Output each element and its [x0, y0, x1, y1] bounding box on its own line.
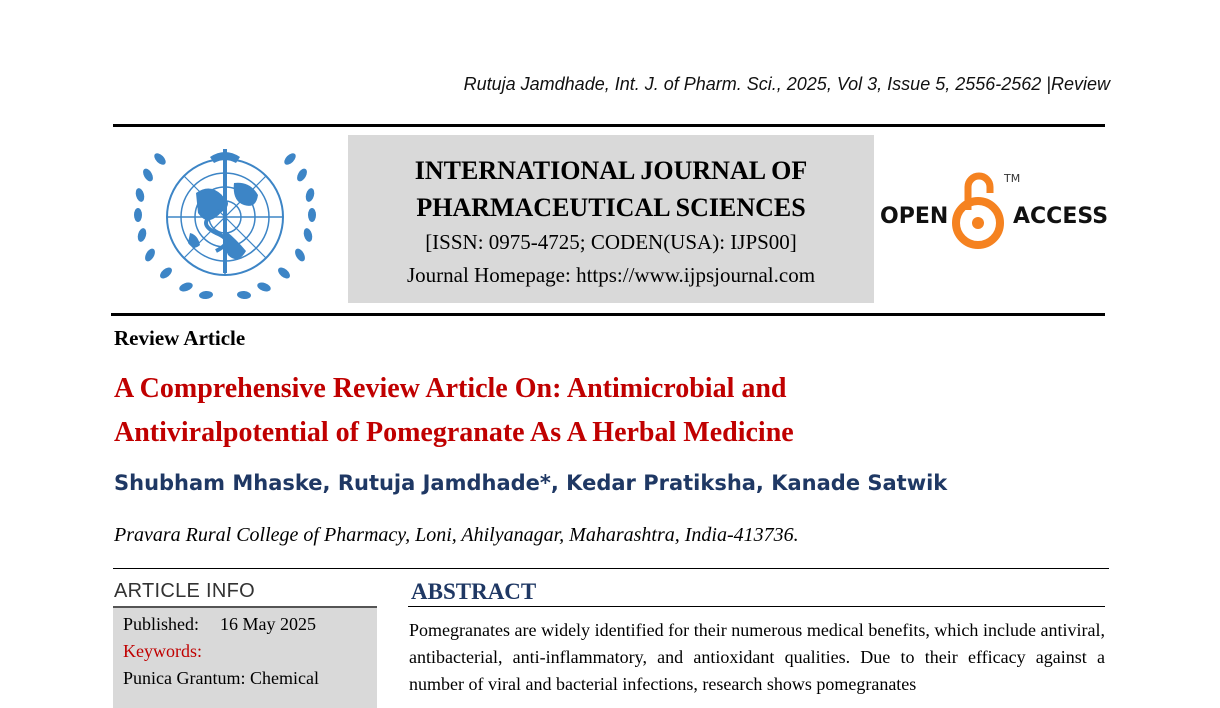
open-access-access-text: ACCESS: [1013, 204, 1109, 229]
article-info-box: [113, 608, 377, 708]
affiliation: Pravara Rural College of Pharmacy, Loni, Ahilyanagar, Maharashtra, India-413736.: [114, 524, 799, 546]
citation-header: Rutuja Jamdhade, Int. J. of Pharm. Sci., 2025, Vol 3, Issue 5, 2556-2562 |Review: [463, 74, 1110, 94]
journal-homepage[interactable]: Journal Homepage: https://www.ijpsjournal.com: [406, 263, 816, 287]
published-row: [123, 611, 367, 638]
open-access-open-text: OPEN: [880, 204, 949, 229]
abstract-heading: ABSTRACT: [411, 579, 537, 604]
published-date: 16 May 2025: [220, 614, 317, 634]
article-title-line1: A Comprehensive Review Article On: Antimicrobial and: [114, 373, 787, 404]
open-access-tm: TM: [1004, 172, 1021, 185]
abstract-text: Pomegranates are widely identified for their numerous medical benefits, which include antiviral, antibacterial, anti-inflammatory, and antioxidant qualities. Due to their efficacy against a number of viral and bacterial infections, research shows pomegranates: [409, 620, 1105, 694]
journal-title-line1: INTERNATIONAL JOURNAL OF: [414, 156, 808, 185]
authors: Shubham Mhaske, Rutuja Jamdhade*, Kedar Pratiksha, Kanade Satwik: [114, 471, 948, 495]
journal-issn: [ISSN: 0975-4725; CODEN(USA): IJPS00]: [425, 230, 797, 254]
abstract-rule: [408, 606, 1105, 607]
keywords-text: Punica Grantum: Chemical: [123, 668, 319, 688]
published-label: Published:: [123, 614, 200, 634]
open-access-lock-icon: [956, 176, 1000, 245]
un-emblem-logo: [126, 135, 324, 307]
article-title: [114, 367, 1114, 455]
journal-banner: [348, 135, 874, 303]
header-rule: [111, 313, 1105, 316]
section-rule: [113, 568, 1109, 569]
article-type: Review Article: [114, 326, 246, 350]
article-info-heading: ARTICLE INFO: [114, 580, 256, 602]
keywords-label: Keywords:: [123, 641, 202, 661]
open-access-logo: [880, 165, 1110, 255]
journal-title-line2: PHARMACEUTICAL SCIENCES: [416, 193, 806, 222]
top-rule: [113, 124, 1105, 127]
article-title-line2: Antiviralpotential of Pomegranate As A Herbal Medicine: [114, 417, 794, 448]
